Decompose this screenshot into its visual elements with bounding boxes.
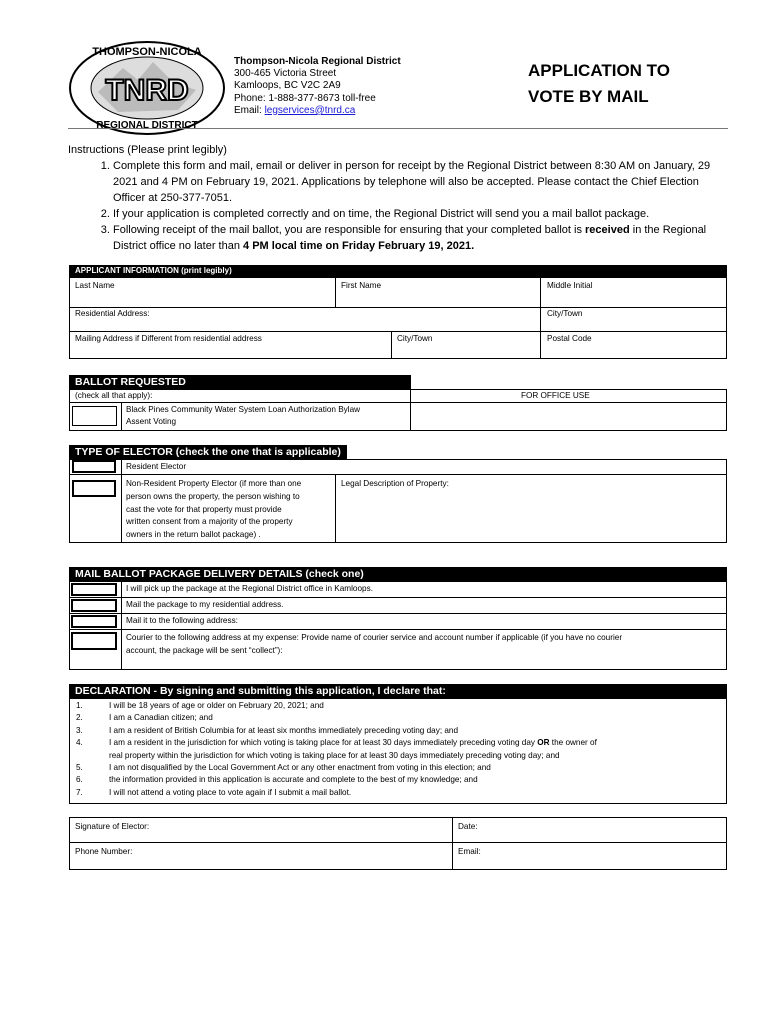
- delivery-address-label: Mail it to the following address:: [126, 616, 238, 625]
- decl-num-1: 1.: [76, 701, 83, 710]
- declaration-numbers: [76, 700, 83, 799]
- instr3-pre: Following receipt of the mail ballot, you are responsible for ensuring that your completed ballot is: [113, 224, 586, 236]
- decl-item-4-line2: real property within the jurisdiction for which voting is taking place for at least 30 days immediately preceding voting day; and: [109, 750, 560, 760]
- delivery-pickup-label: I will pick up the package at the Regional District office in Kamloops.: [126, 584, 373, 593]
- ballot-row-line: [69, 402, 727, 403]
- mailing-city-field[interactable]: City/Town: [397, 334, 433, 343]
- nonres-line4: written consent from a majority of the property: [126, 517, 293, 527]
- courier-line2: account, the package will be sent “collect”):: [126, 646, 283, 655]
- decl-item-6: the information provided in this application is accurate and complete to the best of my knowledge; and: [109, 775, 478, 785]
- decl-num-2: 2.: [76, 713, 83, 723]
- applicant-divider-2: [540, 277, 541, 359]
- city-town-field[interactable]: City/Town: [547, 309, 583, 318]
- decl-4-post: the owner of: [549, 738, 597, 748]
- decl-num-7: 7.: [76, 787, 83, 797]
- first-name-field[interactable]: First Name: [341, 281, 382, 290]
- ballot-header: BALLOT REQUESTED: [69, 375, 410, 389]
- instr3-bold2: 4 PM local time on Friday February 19, 2021.: [243, 240, 475, 252]
- delivery-line-1: [69, 597, 727, 598]
- residential-address-field[interactable]: Residential Address:: [75, 309, 150, 318]
- resident-elector-label: Resident Elector: [126, 462, 187, 471]
- title-line2: VOTE BY MAIL: [528, 87, 649, 106]
- decl-num-5: 5.: [76, 763, 83, 773]
- check-all-label: (check all that apply):: [75, 391, 153, 400]
- decl-4-bold: OR: [537, 738, 550, 748]
- delivery-pickup-checkbox[interactable]: [71, 583, 117, 596]
- nonres-line5: owners in the return ballot package) .: [126, 530, 261, 540]
- delivery-courier-checkbox[interactable]: [71, 632, 117, 650]
- office-use-label: FOR OFFICE USE: [521, 391, 590, 400]
- org-address1: 300-465 Victoria Street: [234, 68, 337, 80]
- last-name-field[interactable]: Last Name: [75, 281, 115, 290]
- email-link[interactable]: legservices@tnrd.ca: [264, 104, 356, 116]
- elector-header: TYPE OF ELECTOR (check the one that is applicable): [69, 445, 347, 459]
- tnrd-logo: [68, 40, 226, 136]
- decl-item-7: I will not attend a voting place to vote again if I submit a mail ballot.: [109, 787, 352, 797]
- ballot-option-line2: Assent Voting: [126, 417, 177, 426]
- instruction-3: [113, 222, 718, 254]
- legal-description-field[interactable]: Legal Description of Property:: [341, 479, 449, 488]
- signature-row-line: [69, 842, 727, 843]
- instr3-mid: in the Regional District office no later than: [113, 224, 707, 252]
- delivery-line-3: [69, 629, 727, 630]
- email-label: Email:: [234, 104, 265, 116]
- org-name: Thompson-Nicola Regional District: [234, 56, 401, 67]
- elector-row-line: [69, 474, 727, 475]
- org-address2: Kamloops, BC V2C 2A9: [234, 80, 341, 92]
- signature-field[interactable]: Signature of Elector:: [75, 822, 150, 831]
- ballot-check-divider: [121, 402, 122, 431]
- nonresident-elector-checkbox[interactable]: [72, 480, 116, 497]
- ballot-option-label: [126, 404, 360, 428]
- decl-item-5: I am not disqualified by the Local Government Act or any other enactment from voting in this election; and: [109, 763, 491, 773]
- org-email: [234, 105, 401, 117]
- elector-check-divider: [121, 459, 122, 543]
- delivery-line-2: [69, 613, 727, 614]
- instructions: [68, 142, 718, 254]
- applicant-table: [69, 277, 727, 359]
- delivery-check-divider: [121, 581, 122, 670]
- applicant-row-2-line: [69, 331, 727, 332]
- declaration-header: DECLARATION - By signing and submitting this application, I declare that:: [69, 684, 727, 698]
- decl-item-4: [109, 737, 719, 749]
- header-divider: [68, 128, 728, 129]
- signature-table: [69, 817, 727, 870]
- delivery-residential-label: Mail the package to my residential address.: [126, 600, 284, 609]
- phone-field[interactable]: Phone Number:: [75, 847, 133, 856]
- org-info: [234, 56, 401, 117]
- ballot-divider: [410, 375, 411, 431]
- form-title: [528, 58, 670, 110]
- decl-item-2: I am a Canadian citizen; and: [109, 713, 213, 723]
- decl-num-4: 4.: [76, 738, 83, 748]
- ballot-option-checkbox[interactable]: [72, 406, 117, 426]
- ballot-option-line1: Black Pines Community Water System Loan Authorization Bylaw: [126, 405, 361, 414]
- org-phone: Phone: 1-888-377-8673 toll-free: [234, 92, 376, 104]
- applicant-row-1-line: [69, 307, 727, 308]
- logo-text-top: THOMPSON-NICOLA: [92, 46, 202, 58]
- decl-item-1: I will be 18 years of age or older on February 20, 2021; and: [109, 701, 324, 710]
- courier-line1: Courier to the following address at my expense: Provide name of courier service and account number if applicable (if you have no courier: [126, 633, 623, 642]
- delivery-residential-checkbox[interactable]: [71, 599, 117, 612]
- elector-legal-divider: [335, 474, 336, 543]
- declaration-items: [109, 700, 719, 799]
- nonres-line2: person owns the property, the person wishing to: [126, 491, 300, 501]
- nonres-line1: Non-Resident Property Elector (if more than one: [126, 479, 302, 488]
- middle-initial-field[interactable]: Middle Initial: [547, 281, 593, 290]
- delivery-address-checkbox[interactable]: [71, 615, 117, 628]
- decl-num-3: 3.: [76, 725, 83, 735]
- instruction-1: 1. Complete this form and mail, email or deliver in person for receipt by the Regional District between 8:30 AM on January, 29 2021 and 4 PM on February 19, 2021. Applications by telephone will also be accepted. Please contact the Chief Election Officer at 250-377-7051.: [113, 158, 718, 206]
- applicant-divider-3: [391, 331, 392, 359]
- delivery-header: MAIL BALLOT PACKAGE DELIVERY DETAILS (check one): [69, 567, 727, 581]
- instructions-heading: Instructions (Please print legibly): [68, 144, 227, 156]
- instr3-bold: received: [585, 224, 630, 236]
- applicant-header: APPLICANT INFORMATION (print legibly): [69, 265, 727, 277]
- applicant-divider-1: [335, 277, 336, 307]
- logo-text-bottom: REGIONAL DISTRICT: [96, 120, 198, 131]
- delivery-courier-label: [126, 631, 724, 657]
- decl-item-3: I am a resident of British Columbia for at least six months immediately preceding voting day; and: [109, 725, 459, 735]
- nonresident-elector-label: [126, 478, 301, 542]
- date-field[interactable]: Date:: [458, 822, 478, 831]
- decl-4-pre: I am a resident in the jurisdiction for which voting is taking place for at least 30 days immediately preceding voting day: [109, 738, 538, 748]
- instruction-2: 2. If your application is completed correctly and on time, the Regional District will send you a mail ballot package.: [113, 206, 718, 222]
- logo-text-center: TNRD: [105, 74, 189, 107]
- resident-elector-checkbox[interactable]: [72, 460, 116, 473]
- title-line1: APPLICATION TO: [528, 61, 670, 80]
- email-field[interactable]: Email:: [458, 847, 481, 856]
- signature-divider: [452, 817, 453, 870]
- mailing-address-field[interactable]: Mailing Address if Different from residential address: [75, 334, 262, 343]
- postal-code-field[interactable]: Postal Code: [547, 334, 592, 343]
- nonres-line3: cast the vote for that property must provide: [126, 504, 282, 514]
- decl-num-6: 6.: [76, 775, 83, 785]
